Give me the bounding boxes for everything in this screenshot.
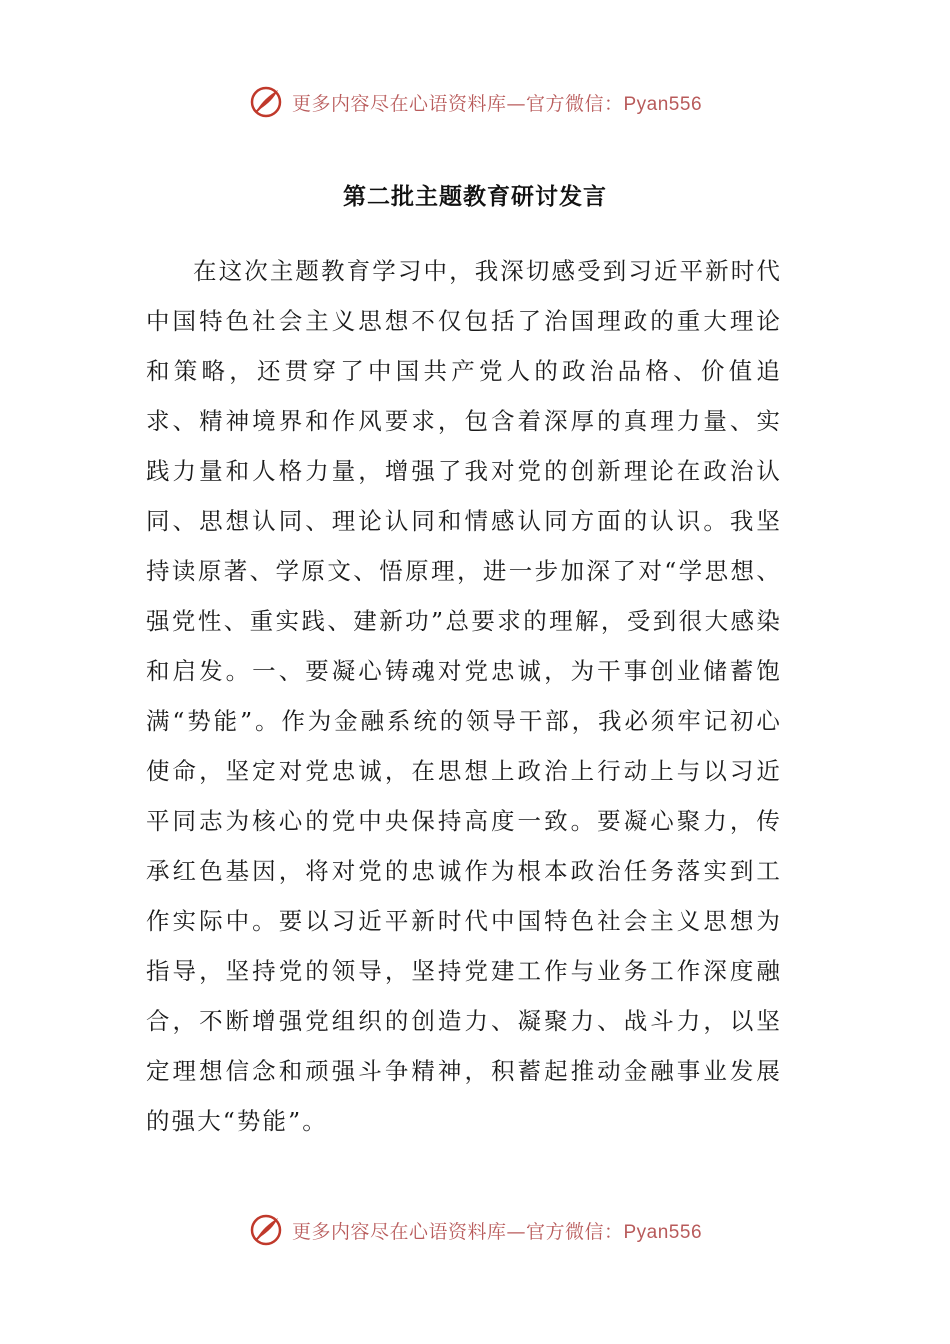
- document-title: 第二批主题教育研讨发言: [343, 184, 607, 210]
- quill-pen-logo-icon: [248, 1212, 284, 1248]
- footer-banner: [0, 1210, 950, 1250]
- quill-pen-logo-icon: [248, 84, 284, 120]
- header-banner-text: 更多内容尽在心语资料库—官方微信：Pyan556: [291, 92, 703, 115]
- footer-banner-text: 更多内容尽在心语资料库—官方微信：Pyan556: [291, 1220, 703, 1243]
- header-banner: [0, 82, 950, 122]
- body-paragraph: 在这次主题教育学习中，我深切感受到习近平新时代中国特色社会主义思想不仅包括了治国理政的重大理论和策略，还贯穿了中国共产党人的政治品格、价值追求、精神境界和作风要求，包含着深厚的真理力量、实践力量和人格力量，增强了我对党的创新理论在政治认同、思想认同、理论认同和情感认同方面的认识。我坚持读原著、学原文、悟原理，进一步加深了对“学思想、强党性、重实践、建新功”总要求的理解，受到很大感染和启发。一、要凝心铸魂对党忠诚，为干事创业储蓄饱满“势能”。作为金融系统的领导干部，我必须牢记初心使命，坚定对党忠诚，在思想上政治上行动上与以习近平同志为核心的党中央保持高度一致。要凝心聚力，传承红色基因，将对党的忠诚作为根本政治任务落实到工作实际中。要以习近平新时代中国特色社会主义思想为指导，坚持党的领导，坚持党建工作与业务工作深度融合，不断增强党组织的创造力、凝聚力、战斗力，以坚定理想信念和顽强斗争精神，积蓄起推动金融事业发展的强大“势能”。: [146, 257, 782, 1135]
- wechat-id: Pyan556: [623, 1221, 703, 1243]
- wechat-id: Pyan556: [623, 93, 703, 115]
